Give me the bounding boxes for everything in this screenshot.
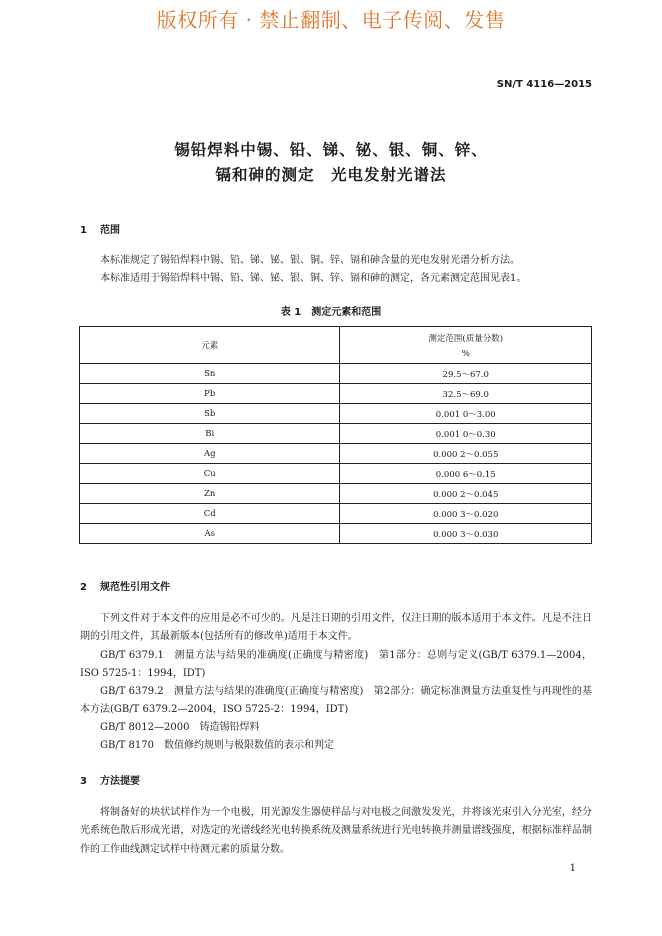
watermark-banner: 版权所有 · 禁止翻制、电子传阅、发售 (156, 8, 506, 32)
table-row (80, 364, 592, 384)
element-cell: Zn (80, 484, 340, 504)
table-header-row (80, 327, 592, 364)
table-row (80, 384, 592, 404)
table-row (80, 464, 592, 484)
column-header-range-unit: % (461, 348, 470, 359)
element-cell: Cd (80, 504, 340, 524)
table-row (80, 524, 592, 544)
range-cell: 0.000 6～0.15 (340, 464, 592, 484)
reference-item: GB/T 8012—2000 铸造锡铅焊料 (100, 722, 260, 733)
section-1-heading (80, 221, 120, 236)
section-1-paragraph: 本标准适用于锡铅焊料中锡、铅、锑、铋、银、铜、锌、镉和砷的测定，各元素测定范围见表1。 (100, 273, 527, 284)
range-cell: 0.000 2～0.045 (340, 484, 592, 504)
document-title-line2: 镉和砷的测定 光电发射光谱法 (215, 166, 447, 184)
element-cell: Sb (80, 404, 340, 424)
column-header-element: 元素 (80, 327, 340, 364)
section-number: 1 (80, 225, 87, 236)
element-cell: As (80, 524, 340, 544)
range-cell: 0.001 0～3.00 (340, 404, 592, 424)
range-cell: 0.000 3～0.030 (340, 524, 592, 544)
section-3-heading (80, 772, 140, 787)
section-title: 规范性引用文件 (100, 582, 170, 593)
table-caption: 表 1 测定元素和范围 (280, 307, 382, 318)
table-row (80, 404, 592, 424)
section-title: 方法提要 (100, 776, 140, 787)
table-row (80, 424, 592, 444)
page-number: 1 (569, 863, 576, 874)
reference-item: GB/T 6379.2 测量方法与结果的准确度(正确度与精密度) 第2部分：确定标准测量方法重复性与再现性的基本方法(GB/T 6379.2—2004，ISO 5725-2：1994，IDT) (80, 686, 592, 716)
table-row (80, 444, 592, 464)
range-cell: 0.001 0～0.30 (340, 424, 592, 444)
section-2-intro: 下列文件对于本文件的应用是必不可少的。凡是注日期的引用文件，仅注日期的版本适用于本文件。凡是不注日期的引用文件，其最新版本(包括所有的修改单)适用于本文件。 (80, 613, 592, 643)
document-title-line1: 锡铅焊料中锡、铅、锑、铋、银、铜、锌、 (174, 141, 488, 159)
section-number: 2 (80, 582, 87, 593)
section-title: 范围 (100, 225, 120, 236)
element-cell: Cu (80, 464, 340, 484)
reference-item: GB/T 6379.1 测量方法与结果的准确度(正确度与精密度) 第1部分：总则与定义(GB/T 6379.1—2004，ISO 5725-1：1994，IDT) (80, 650, 592, 680)
section-2-heading (80, 578, 170, 593)
column-header-range (340, 327, 592, 364)
range-cell: 29.5～67.0 (340, 364, 592, 384)
table-row (80, 484, 592, 504)
column-header-range-label: 测定范围(质量分数) (428, 333, 504, 344)
element-cell: Bi (80, 424, 340, 444)
table-row (80, 504, 592, 524)
range-cell: 0.000 3～0.020 (340, 504, 592, 524)
elements-range-table (79, 326, 592, 544)
section-1-paragraph: 本标准规定了锡铅焊料中锡、铅、锑、铋、银、铜、锌、镉和砷含量的光电发射光谱分析方法。 (100, 255, 520, 266)
section-3-paragraph: 将制备好的块状试样作为一个电极，用光源发生器使样品与对电极之间激发发光，并将该光束引入分光室，经分光系统色散后形成光谱，对选定的光谱线经光电转换系统及测量系统进行光电转换并测量谱线强度，根据标准样品制作的工作曲线测定试样中待测元素的质量分数。 (80, 807, 592, 855)
range-cell: 32.5～69.0 (340, 384, 592, 404)
section-number: 3 (80, 776, 87, 787)
range-cell: 0.000 2～0.055 (340, 444, 592, 464)
element-cell: Pb (80, 384, 340, 404)
standard-number: SN/T 4116—2015 (496, 79, 592, 90)
element-cell: Sn (80, 364, 340, 384)
reference-item: GB/T 8170 数值修约规则与极限数值的表示和判定 (100, 740, 335, 751)
element-cell: Ag (80, 444, 340, 464)
